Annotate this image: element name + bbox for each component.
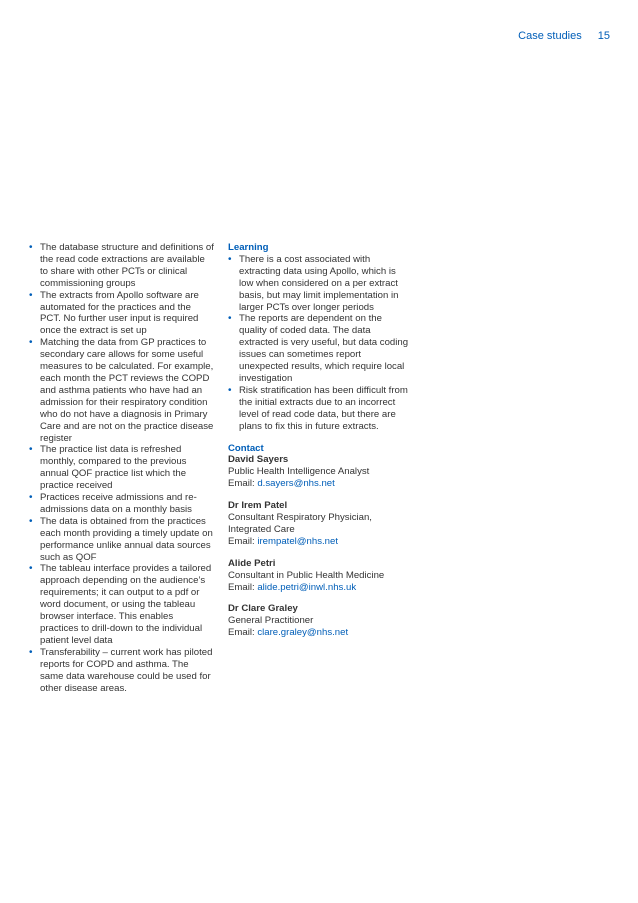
list-item: • Risk stratification has been difficult from the initial extracts due to an incorrect level of read code data, but there are plans to fix this in future extracts. <box>228 385 412 433</box>
contact-card <box>228 603 412 639</box>
contact-email-line <box>228 536 412 548</box>
contact-card <box>228 454 412 490</box>
list-item: • The practice list data is refreshed monthly, compared to the previous annual QOF practice list which the practice received <box>29 444 214 492</box>
contact-role: General Practitioner <box>228 615 314 627</box>
contact-email-line <box>228 582 412 594</box>
right-column <box>228 242 412 639</box>
email-link[interactable]: d.sayers@nhs.net <box>257 478 335 490</box>
contact-name: Dr Clare Graley <box>228 603 298 615</box>
list-item: • Transferability – current work has piloted reports for COPD and asthma. The same data warehouse could be used for other disease areas. <box>29 647 214 695</box>
learning-bullet-list <box>228 254 412 433</box>
contact-name: Alide Petri <box>228 557 276 569</box>
contact-email-line <box>228 478 412 490</box>
list-item: • The database structure and definitions of the read code extractions are available to share with other PCTs or clinical commissioning groups <box>29 242 214 290</box>
contact-name: Dr Irem Patel <box>228 500 288 512</box>
left-bullet-list <box>29 242 214 694</box>
list-item: • The reports are dependent on the quality of coded data. The data extracted is very useful, but data coding issues can sometimes report unexpected results, which require local investigation <box>228 313 412 384</box>
contact-name: David Sayers <box>228 454 289 466</box>
list-item: • Practices receive admissions and re-admissions data on a monthly basis <box>29 492 214 516</box>
email-link[interactable]: irempatel@nhs.net <box>257 535 338 547</box>
email-label: Email: <box>228 581 255 593</box>
contact-heading: Contact <box>228 442 264 454</box>
contact-card <box>228 500 412 548</box>
contact-card <box>228 558 412 594</box>
contact-role: Consultant Respiratory Physician, Integrated Care <box>228 512 372 535</box>
contact-role: Consultant in Public Health Medicine <box>228 569 385 581</box>
list-item: • The data is obtained from the practices each month providing a timely update on performance unlike annual data sources such as QOF <box>29 516 214 564</box>
list-item: • There is a cost associated with extracting data using Apollo, which is low when considered on a per extract basis, but may limit implementation in larger PCTs over longer periods <box>228 254 412 314</box>
learning-heading: Learning <box>228 242 269 253</box>
contact-section <box>228 443 412 640</box>
email-label: Email: <box>228 627 255 639</box>
email-label: Email: <box>228 535 255 547</box>
section-title: Case studies <box>518 30 582 42</box>
email-label: Email: <box>228 478 255 490</box>
contact-email-line <box>228 627 412 639</box>
page-number: 15 <box>597 30 610 42</box>
list-item: • Matching the data from GP practices to secondary care allows for some useful measures to be calculated. For example, each month the PCT reviews the COPD and asthma patients who have had an admission for their respiratory condition who do not have a diagnosis in Primary Care and are not on the practice disease register <box>29 337 214 444</box>
left-column <box>29 242 214 694</box>
list-item: • The tableau interface provides a tailored approach depending on the audience’s requirements; it can output to a pdf or word document, or using the tableau browser interface. This enables practices to drill-down to the individual patient level data <box>29 563 214 646</box>
email-link[interactable]: alide.petri@inwl.nhs.uk <box>257 581 357 593</box>
page-header <box>518 30 610 42</box>
list-item: • The extracts from Apollo software are automated for the practices and the PCT. No further user input is required once the extract is set up <box>29 290 214 338</box>
email-link[interactable]: clare.graley@nhs.net <box>257 627 349 639</box>
contact-role: Public Health Intelligence Analyst <box>228 466 370 478</box>
